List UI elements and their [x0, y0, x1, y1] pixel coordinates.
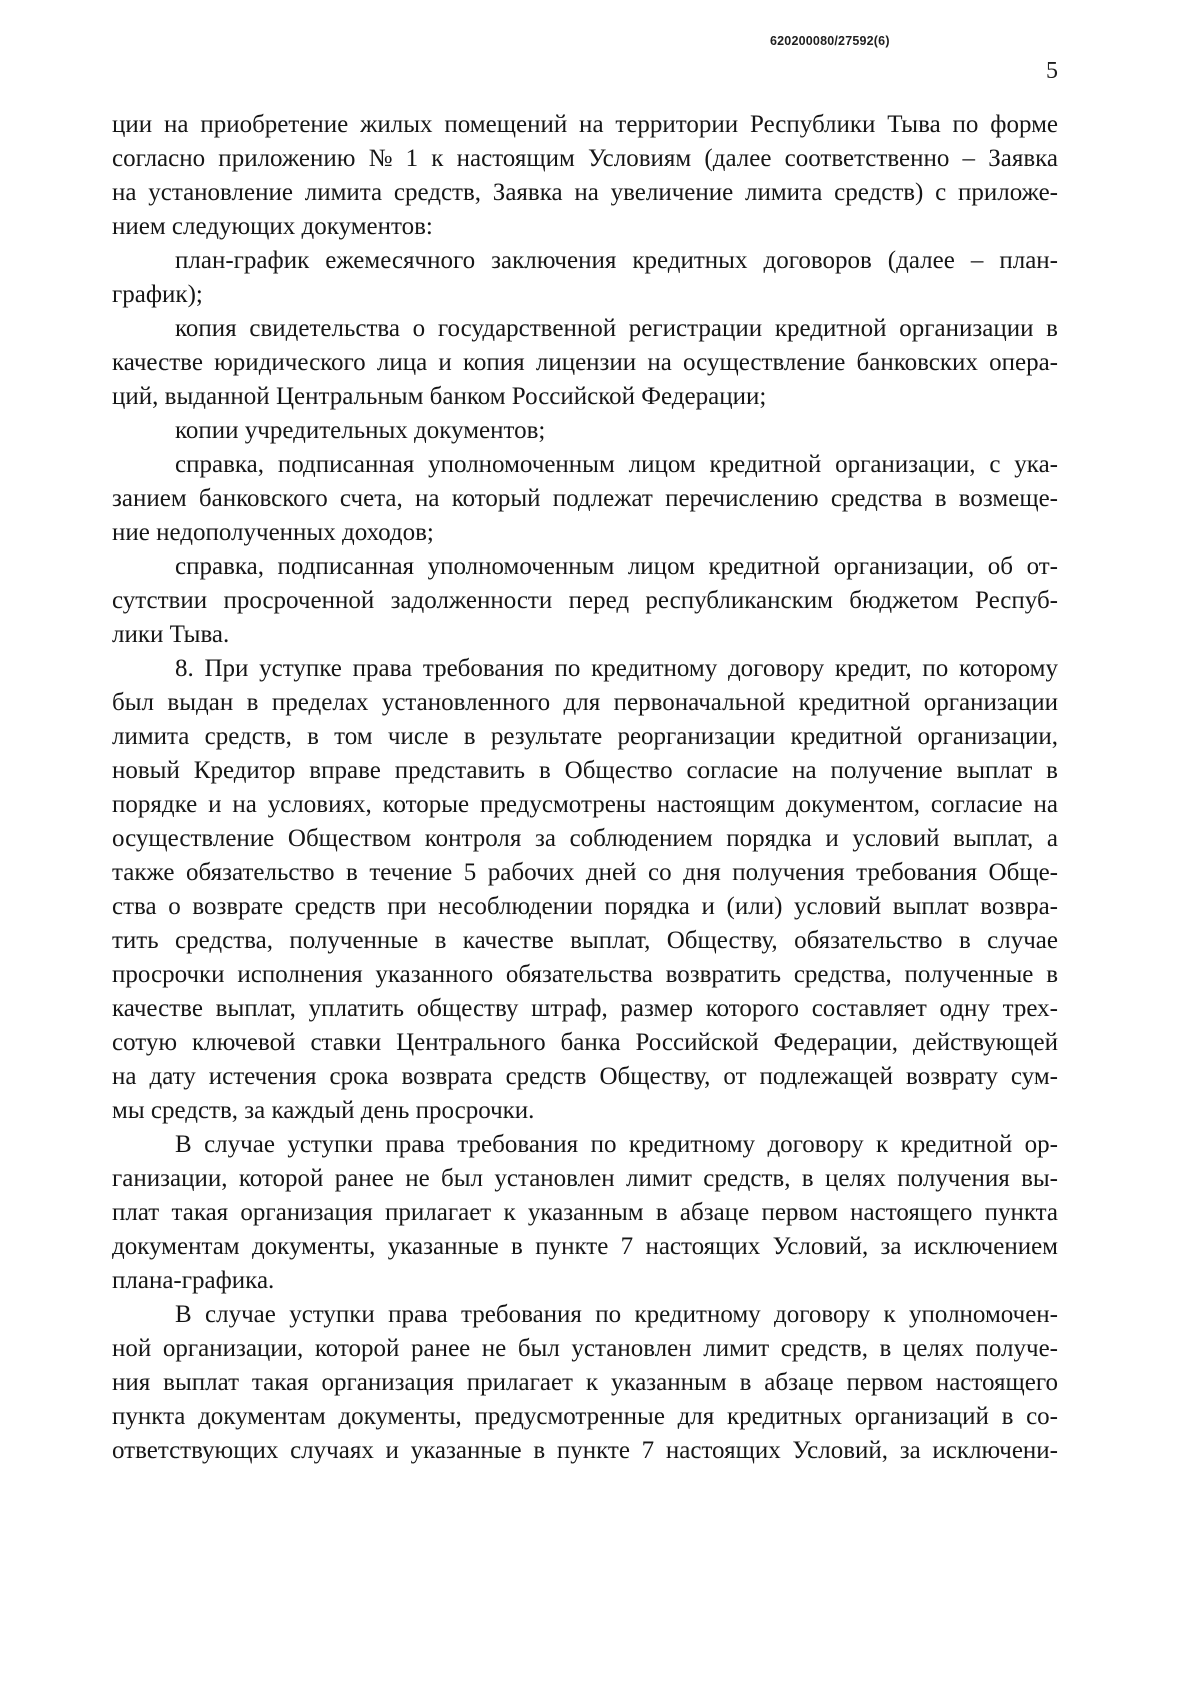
- text-line: [112, 210, 1058, 244]
- text-line-content: ной организации, которой ранее не был установлен лимит средств, в целях получе-: [112, 1335, 1058, 1362]
- text-line: [112, 482, 1058, 516]
- text-line: [112, 414, 1058, 448]
- text-line-content: сотую ключевой ставки Центрального банка Российской Федерации, действующей: [112, 1029, 1058, 1056]
- text-line-content: сутствии просроченной задолженности перед республиканским бюджетом Респуб-: [112, 587, 1058, 614]
- text-line: [112, 346, 1058, 380]
- text-line-content: новый Кредитор вправе представить в Общество согласие на получение выплат в: [112, 757, 1058, 784]
- text-line-content: справка, подписанная уполномоченным лицом кредитной организации, об от-: [175, 553, 1058, 580]
- text-line-content: согласно приложению № 1 к настоящим Условиям (далее соответственно – Заявка: [112, 145, 1058, 172]
- text-line-content: ций, выданной Центральным банком Российской Федерации;: [112, 383, 767, 410]
- text-line-content: график);: [112, 281, 203, 308]
- text-line: [112, 992, 1058, 1026]
- text-line: [112, 550, 1058, 584]
- paragraph: [112, 108, 1058, 244]
- text-line-content: нием следующих документов:: [112, 213, 433, 240]
- text-line-content: копия свидетельства о государственной регистрации кредитной организации в: [175, 315, 1058, 342]
- text-line: [112, 278, 1058, 312]
- text-line-content: плат такая организация прилагает к указанным в абзаце первом настоящего пункта: [112, 1199, 1058, 1226]
- text-line: [112, 822, 1058, 856]
- text-line: [112, 958, 1058, 992]
- text-line-content: лимита средств, в том числе в результате реорганизации кредитной организации,: [112, 723, 1058, 750]
- text-line-content: документам документы, указанные в пункте 7 настоящих Условий, за исключением: [112, 1233, 1058, 1260]
- text-line: [112, 244, 1058, 278]
- text-line-content: пункта документам документы, предусмотренные для кредитных организаций в со-: [112, 1403, 1058, 1430]
- text-line-content: лики Тыва.: [112, 621, 230, 648]
- text-line-content: 8. При уступке права требования по кредитному договору кредит, по которому: [175, 655, 1058, 682]
- text-line-content: ства о возврате средств при несоблюдении порядка и (или) условий выплат возвра-: [112, 893, 1058, 920]
- text-line: [112, 1094, 1058, 1128]
- text-line-content: справка, подписанная уполномоченным лицом кредитной организации, с ука-: [175, 451, 1058, 478]
- text-line-content: качестве выплат, уплатить обществу штраф, размер которого составляет одну трех-: [112, 995, 1058, 1022]
- text-line: [112, 142, 1058, 176]
- text-line: [112, 1366, 1058, 1400]
- text-line: [112, 1400, 1058, 1434]
- text-line: [112, 652, 1058, 686]
- page-number: 5: [1046, 58, 1058, 84]
- text-line: [112, 448, 1058, 482]
- text-line-content: на дату истечения срока возврата средств Обществу, от подлежащей возврату сум-: [112, 1063, 1058, 1090]
- text-line: [112, 1026, 1058, 1060]
- text-line-content: также обязательство в течение 5 рабочих дней со дня получения требования Обще-: [112, 859, 1058, 886]
- text-line: [112, 856, 1058, 890]
- text-line: [112, 1298, 1058, 1332]
- text-line-content: ния выплат такая организация прилагает к указанным в абзаце первом настоящего: [112, 1369, 1058, 1396]
- text-line-content: план-график ежемесячного заключения кредитных договоров (далее – план-: [175, 247, 1058, 274]
- text-line: [112, 584, 1058, 618]
- text-line: [112, 312, 1058, 346]
- text-line-content: порядке и на условиях, которые предусмотрены настоящим документом, согласие на: [112, 791, 1058, 818]
- text-line: [112, 788, 1058, 822]
- text-line-content: ответствующих случаях и указанные в пункте 7 настоящих Условий, за исключени-: [112, 1437, 1058, 1464]
- text-line-content: занием банковского счета, на который подлежат перечислению средства в возмеще-: [112, 485, 1058, 512]
- text-line: [112, 890, 1058, 924]
- paragraph: [112, 652, 1058, 1128]
- text-line-content: В случае уступки права требования по кредитному договору к кредитной ор-: [175, 1131, 1058, 1158]
- text-line: [112, 1128, 1058, 1162]
- text-line-content: мы средств, за каждый день просрочки.: [112, 1097, 535, 1124]
- text-line-content: копии учредительных документов;: [175, 417, 546, 444]
- paragraph: [112, 244, 1058, 312]
- document-body: [112, 108, 1058, 1468]
- text-line-content: ние недополученных доходов;: [112, 519, 434, 546]
- text-line-content: качестве юридического лица и копия лицензии на осуществление банковских опера-: [112, 349, 1058, 376]
- text-line-content: просрочки исполнения указанного обязательства возвратить средства, полученные в: [112, 961, 1058, 988]
- text-line: [112, 754, 1058, 788]
- text-line: [112, 686, 1058, 720]
- text-line: [112, 1264, 1058, 1298]
- text-line: [112, 924, 1058, 958]
- text-line: [112, 1162, 1058, 1196]
- text-line-content: ции на приобретение жилых помещений на территории Республики Тыва по форме: [112, 111, 1058, 138]
- text-line: [112, 720, 1058, 754]
- text-line: [112, 380, 1058, 414]
- text-line-content: осуществление Обществом контроля за соблюдением порядка и условий выплат, а: [112, 825, 1058, 852]
- text-line-content: был выдан в пределах установленного для первоначальной кредитной организации: [112, 689, 1058, 716]
- text-line: [112, 516, 1058, 550]
- text-line: [112, 108, 1058, 142]
- paragraph: [112, 1128, 1058, 1298]
- paragraph: [112, 414, 1058, 448]
- text-line-content: тить средства, полученные в качестве выплат, Обществу, обязательство в случае: [112, 927, 1058, 954]
- text-line: [112, 1060, 1058, 1094]
- text-line: [112, 1332, 1058, 1366]
- text-line-content: плана-графика.: [112, 1267, 275, 1294]
- paragraph: [112, 312, 1058, 414]
- paragraph: [112, 1298, 1058, 1468]
- document-code: 620200080/27592(6): [770, 34, 890, 48]
- text-line: [112, 1230, 1058, 1264]
- paragraph: [112, 448, 1058, 550]
- text-line: [112, 1434, 1058, 1468]
- text-line-content: на установление лимита средств, Заявка на увеличение лимита средств) с приложе-: [112, 179, 1058, 206]
- text-line: [112, 176, 1058, 210]
- text-line-content: ганизации, которой ранее не был установлен лимит средств, в целях получения вы-: [112, 1165, 1058, 1192]
- text-line: [112, 618, 1058, 652]
- text-line: [112, 1196, 1058, 1230]
- paragraph: [112, 550, 1058, 652]
- text-line-content: В случае уступки права требования по кредитному договору к уполномочен-: [175, 1301, 1058, 1328]
